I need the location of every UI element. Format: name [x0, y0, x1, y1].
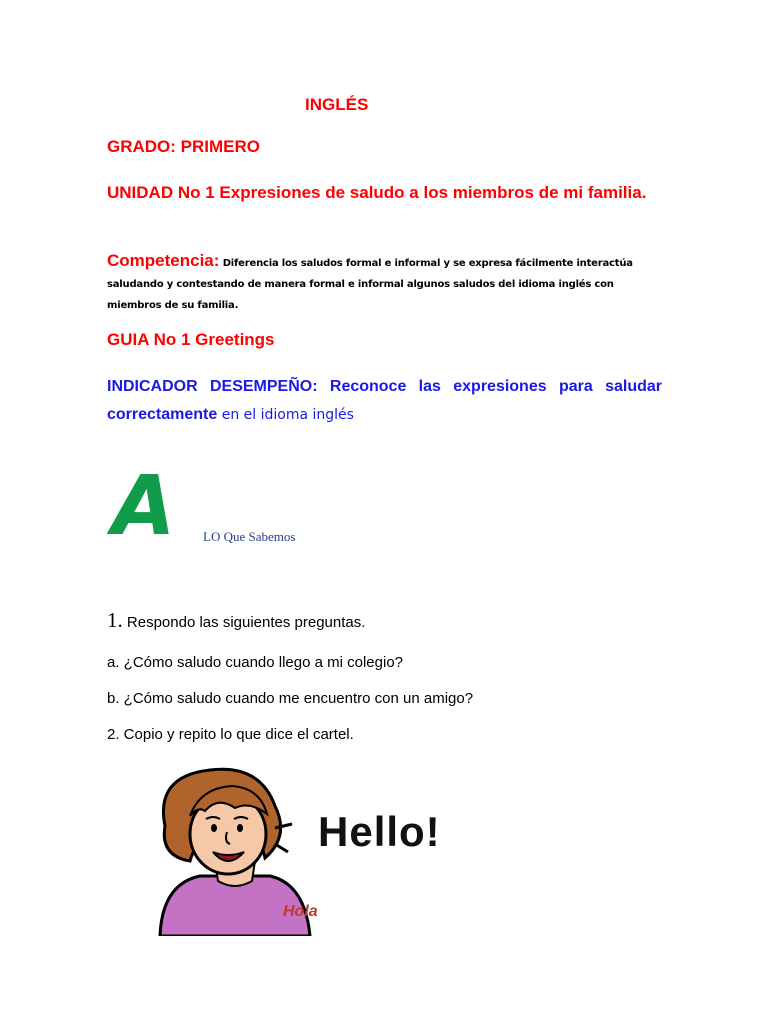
indicator-paragraph [107, 373, 662, 429]
hello-text: Hello! [318, 808, 441, 855]
question-1-number: 1. [107, 608, 123, 632]
grade-line: GRADO: PRIMERO [107, 137, 260, 156]
question-1-text: Respondo las siguientes preguntas. [122, 614, 366, 631]
competence-text: Diferencia los saludos formal e informal y se expresa fácilmente interactúa saludando y contestando de manera formal e informal algunos saludos del idioma inglés con miembros de su familia. [107, 258, 633, 311]
indicator-bold-text: Reconoce las expresiones para saludar correctamente [107, 378, 662, 423]
indicator-text: en el idioma inglés [217, 407, 354, 423]
question-a: a. ¿Cómo saludo cuando llego a mi colegio? [107, 654, 404, 671]
guide-label: GUIA [107, 330, 149, 349]
unit-heading [107, 179, 667, 207]
section-letter: A [112, 459, 176, 554]
section-label: LO Que Sabemos [203, 529, 296, 544]
guide-text: No 1 Greetings [148, 330, 275, 349]
question-1 [107, 608, 365, 633]
guide-heading [107, 330, 275, 350]
question-b: b. ¿Cómo saludo cuando me encuentro con un amigo? [107, 690, 474, 707]
unit-text: No 1 Expresiones de saludo a los miembros de mi familia. [173, 183, 647, 202]
competence-label: Competencia: [107, 251, 220, 270]
question-2: 2. Copio y repito lo que dice el cartel. [107, 726, 354, 743]
page-title: INGLÉS [305, 95, 369, 114]
unit-label: UNIDAD [107, 183, 174, 202]
indicator-label: INDICADOR DESEMPEÑO: [107, 378, 318, 395]
competence-paragraph [107, 250, 667, 316]
hola-text: Hola [283, 903, 318, 920]
